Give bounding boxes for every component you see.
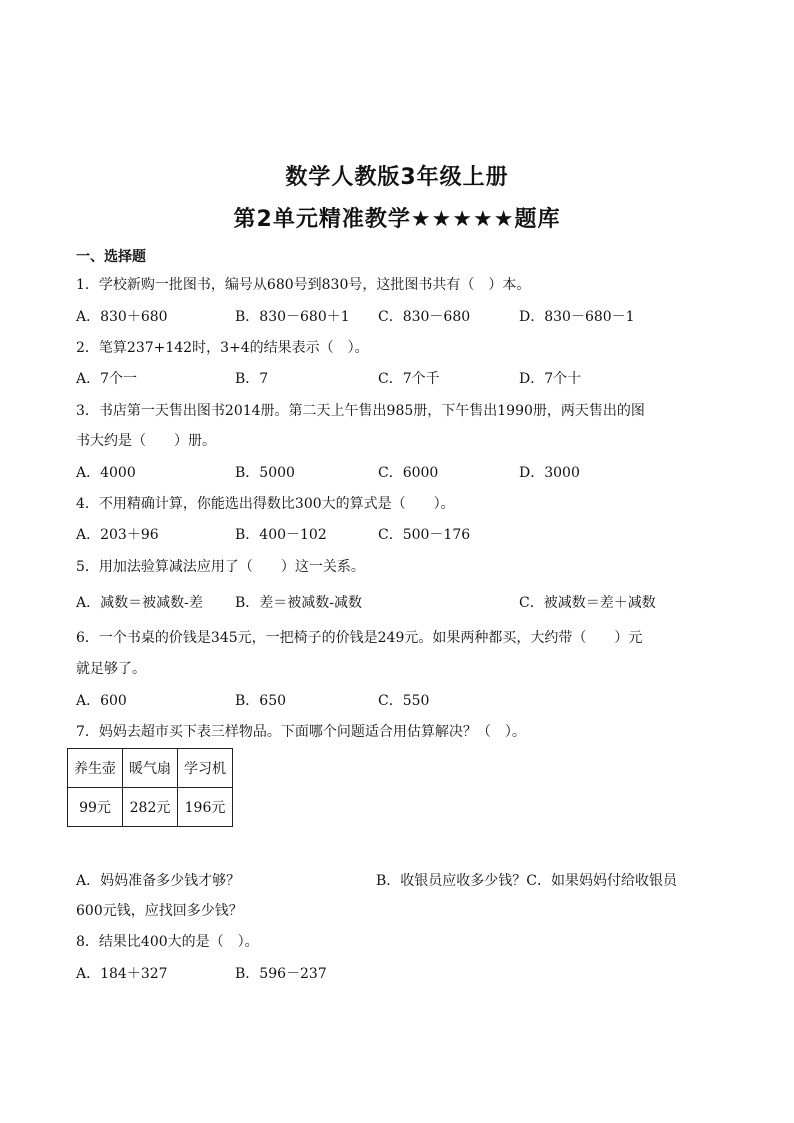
question-3-stem-line-2: 书大约是（ ）册。 [76, 433, 216, 449]
table-header-cell: 暖气扇 [123, 749, 178, 788]
q2-option-b[interactable]: B．7 [235, 371, 269, 387]
table-value-cell: 99元 [68, 788, 123, 827]
q2-option-c[interactable]: C．7个千 [378, 371, 440, 387]
q5-option-b[interactable]: B．差＝被减数-减数 [235, 595, 363, 611]
q7-option-a[interactable]: A．妈妈准备多少钱才够？ [76, 873, 241, 889]
q1-option-b[interactable]: B．830－680＋1 [235, 309, 350, 325]
q6-option-c[interactable]: C．550 [378, 693, 430, 709]
q7-option-b[interactable]: B．收银员应收多少钱？C．如果妈妈付给收银员 [376, 873, 677, 889]
section-heading: 一、选择题 [76, 249, 146, 265]
price-table [67, 748, 233, 827]
page-title: 数学人教版3年级上册 [285, 165, 509, 190]
price-table-header-row [68, 749, 233, 788]
q4-option-b[interactable]: B．400－102 [235, 527, 327, 543]
table-header-cell: 学习机 [178, 749, 233, 788]
q4-option-c[interactable]: C．500－176 [378, 527, 471, 543]
q2-option-d[interactable]: D．7个十 [519, 371, 582, 387]
q3-option-a[interactable]: A．4000 [76, 465, 136, 481]
question-6-stem-line-1: 6．一个书桌的价钱是345元，一把椅子的价钱是249元。如果两种都买，大约带（ ）元 [76, 630, 643, 646]
q1-option-c[interactable]: C．830－680 [378, 309, 471, 325]
question-5-stem: 5．用加法验算减法应用了（ ）这一关系。 [76, 559, 365, 575]
q6-option-b[interactable]: B．650 [235, 693, 287, 709]
q6-option-a[interactable]: A．600 [76, 693, 127, 709]
page-subtitle: 第2单元精准教学★★★★★题库 [233, 207, 561, 232]
question-1-stem: 1．学校新购一批图书，编号从680号到830号，这批图书共有（ ）本。 [76, 277, 531, 293]
q1-option-d[interactable]: D．830－680－1 [519, 309, 635, 325]
question-3-stem-line-1: 3．书店第一天售出图书2014册。第二天上午售出985册，下午售出1990册，两天售出的图 [76, 403, 645, 419]
q5-option-c[interactable]: C．被减数＝差＋减数 [519, 595, 656, 611]
q8-option-b[interactable]: B．596－237 [235, 966, 327, 982]
price-table-value-row [68, 788, 233, 827]
q5-option-a[interactable]: A．减数＝被减数-差 [76, 595, 203, 611]
q7-option-c-continued[interactable]: 600元钱，应找回多少钱？ [76, 903, 243, 919]
q3-option-b[interactable]: B．5000 [235, 465, 295, 481]
q3-option-d[interactable]: D．3000 [519, 465, 580, 481]
q8-option-a[interactable]: A．184＋327 [76, 966, 168, 982]
q4-option-a[interactable]: A．203＋96 [76, 527, 159, 543]
question-4-stem: 4．不用精确计算，你能选出得数比300大的算式是（ ）。 [76, 496, 455, 512]
question-8-stem: 8．结果比400大的是（ ）。 [76, 934, 259, 950]
question-7-stem: 7．妈妈去超市买下表三样物品。下面哪个问题适合用估算解决？（ ）。 [76, 724, 526, 740]
q1-option-a[interactable]: A．830＋680 [76, 309, 168, 325]
table-header-cell: 养生壶 [68, 749, 123, 788]
question-6-stem-line-2: 就足够了。 [76, 661, 146, 677]
question-2-stem: 2．笔算237+142时，3+4的结果表示（ ）。 [76, 340, 369, 356]
q3-option-c[interactable]: C．6000 [378, 465, 439, 481]
table-value-cell: 196元 [178, 788, 233, 827]
q2-option-a[interactable]: A．7个一 [76, 371, 138, 387]
table-value-cell: 282元 [123, 788, 178, 827]
